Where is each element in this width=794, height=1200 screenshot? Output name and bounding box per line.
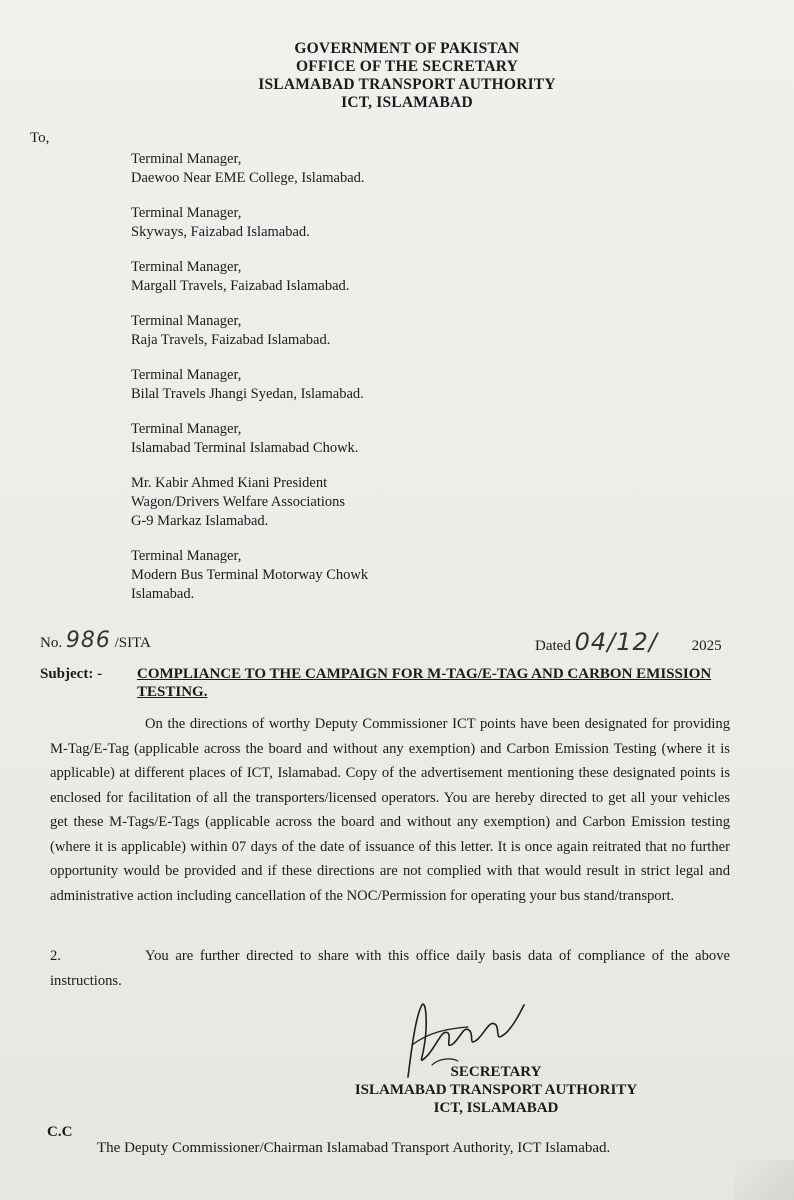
body-paragraph-2 bbox=[50, 944, 730, 993]
letterhead-line-1: GOVERNMENT OF PAKISTAN bbox=[294, 40, 520, 57]
letterhead-line-4: ICT, ISLAMABAD bbox=[341, 94, 473, 111]
reference-label: No. bbox=[40, 635, 63, 651]
letterhead bbox=[0, 40, 794, 112]
addressee bbox=[131, 150, 368, 188]
body-paragraph-1: On the directions of worthy Deputy Commissioner ICT points have been designated for providing M-Tag/E-Tag (applicable across the board and without any exemption) and Carbon Emission Testing (where it is applicable) at different places of ICT, Islamabad. Copy of the advertisement mentioning these designated points is enclosed for facilitation of all the transporters/licensed operators. You are hereby directed to get all your vehicles get these M-Tags/E-Tags (applicable across the board and without any exemption) and Carbon Emission testing (where it is applicable) within 07 days of the date of issuance of this letter. It is once again reitrated that no further opportunity would be provided and if these directions are not complied with that would result in strict legal and administrative action including cancellation of the NOC/Permission for operating your bus stand/transport. bbox=[50, 716, 730, 904]
addressee-line: Raja Travels, Faizabad Islamabad. bbox=[131, 332, 331, 348]
subject-text: COMPLIANCE TO THE CAMPAIGN FOR M-TAG/E-TAG AND CARBON EMISSION TESTING. bbox=[137, 666, 712, 700]
signatory-block bbox=[346, 1063, 646, 1117]
page-corner-shadow bbox=[734, 1160, 794, 1200]
addressee bbox=[131, 366, 368, 404]
to-label: To, bbox=[30, 130, 50, 146]
paragraph-number: 2. bbox=[50, 948, 61, 964]
addressee bbox=[131, 258, 368, 296]
addressee-line: Terminal Manager, bbox=[131, 259, 242, 275]
cc-label: C.C bbox=[47, 1124, 73, 1140]
signatory-office: ISLAMABAD TRANSPORT AUTHORITY bbox=[354, 1082, 638, 1098]
handwritten-reference-number: 986 bbox=[65, 628, 111, 653]
letterhead-line-3: ISLAMABAD TRANSPORT AUTHORITY bbox=[258, 76, 556, 93]
addressee-line: Terminal Manager, bbox=[131, 367, 242, 383]
date-label: Dated bbox=[535, 638, 571, 654]
letter-date bbox=[535, 628, 722, 656]
addressee-line: Daewoo Near EME College, Islamabad. bbox=[131, 170, 365, 186]
reference-number bbox=[40, 628, 151, 653]
handwritten-date: 04/12/ bbox=[574, 628, 658, 656]
addressee-line: Terminal Manager, bbox=[131, 421, 242, 437]
addressee-line: Wagon/Drivers Welfare Associations bbox=[131, 494, 346, 510]
addressee bbox=[131, 312, 368, 350]
cc-recipient: The Deputy Commissioner/Chairman Islamabad Transport Authority, ICT Islamabad. bbox=[97, 1140, 611, 1156]
addressee-line: Modern Bus Terminal Motorway Chowk bbox=[131, 567, 369, 583]
addressee bbox=[131, 204, 368, 242]
addressee-line: Terminal Manager, bbox=[131, 548, 242, 564]
date-year: 2025 bbox=[691, 638, 722, 654]
addressee-line: Bilal Travels Jhangi Syedan, Islamabad. bbox=[131, 386, 364, 402]
addressee-line: G-9 Markaz Islamabad. bbox=[131, 513, 269, 529]
addressee-line: Terminal Manager, bbox=[131, 313, 242, 329]
addressee bbox=[131, 474, 368, 531]
addressee bbox=[131, 547, 368, 604]
addressee-line: Terminal Manager, bbox=[131, 151, 242, 167]
addressee-line: Islamabad. bbox=[131, 586, 195, 602]
addressee bbox=[131, 420, 368, 458]
addressee-line: Terminal Manager, bbox=[131, 205, 242, 221]
addressee-list bbox=[131, 150, 368, 620]
subject-label: Subject: - bbox=[40, 666, 103, 682]
addressee-line: Mr. Kabir Ahmed Kiani President bbox=[131, 475, 328, 491]
letterhead-line-2: OFFICE OF THE SECRETARY bbox=[295, 58, 519, 75]
reference-suffix: /SITA bbox=[114, 635, 151, 651]
signatory-title: SECRETARY bbox=[450, 1064, 542, 1080]
addressee-line: Islamabad Terminal Islamabad Chowk. bbox=[131, 440, 359, 456]
addressee-line: Skyways, Faizabad Islamabad. bbox=[131, 224, 310, 240]
signatory-location: ICT, ISLAMABAD bbox=[433, 1100, 559, 1116]
paragraph-2-text: You are further directed to share with this office daily basis data of compliance of the above instructions. bbox=[50, 948, 730, 989]
addressee-line: Margall Travels, Faizabad Islamabad. bbox=[131, 278, 350, 294]
